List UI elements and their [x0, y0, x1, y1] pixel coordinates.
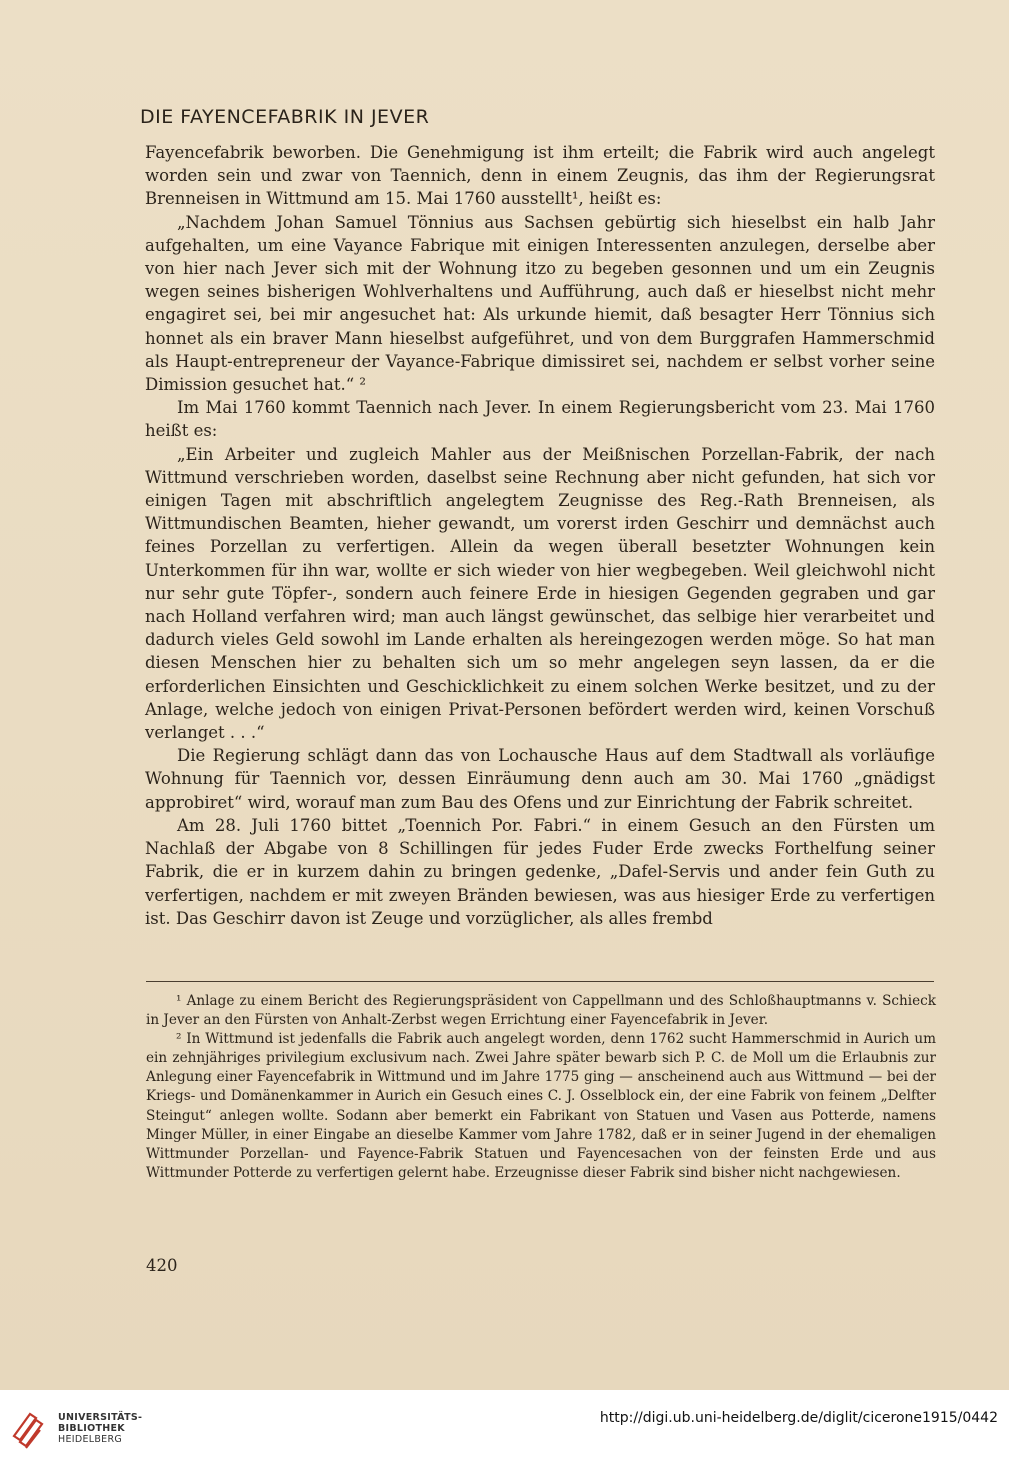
- paragraph: „Nachdem Johan Samuel Tönnius aus Sachsen gebürtig sich hieselbst ein halb Jahr aufgehalten, um eine Vayance Fabrique mit einigen Interessenten anzulegen, derselbe aber von hier nach Jever sich mit der Wohnung itzo zu begeben gesonnen und um ein Zeugnis wegen seines bisherigen Wohlverhaltens und Aufführung, auch daß er hieselbst nicht mehr engagiret sei, bei mir angesuchet hat: Als urkunde hiemit, daß besagter Herr Tönnius sich honnet als ein braver Mann hieselbst aufgeführet, und von dem Burggrafen Hammerschmid als Haupt-entrepreneur der Vayance-Fabrique dimissiret sei, nachdem er selbst vorher seine Dimission gesuchet hat.“ ²: [145, 212, 935, 395]
- library-name-line: HEIDELBERG: [58, 1434, 123, 1445]
- footnote: ¹ Anlage zu einem Bericht des Regierungspräsident von Cappellmann und des Schloßhauptmanns v. Schieck in Jever an den Fürsten von Anhalt-Zerbst wegen Errichtung einer Fayencefabrik in Jever.: [146, 993, 936, 1029]
- running-head: DIE FAYENCEFABRIK IN JEVER: [140, 106, 430, 128]
- page-number: 420: [146, 1256, 178, 1275]
- permalink-url[interactable]: http://digi.ub.uni-heidelberg.de/diglit/cicerone1915/0442: [599, 1410, 998, 1426]
- footnote: ² In Wittmund ist jedenfalls die Fabrik auch angelegt worden, denn 1762 sucht Hammerschmid in Aurich um ein zehnjähriges privilegium exclusivum nach. Zwei Jahre später bewarb sich P. C. de Moll um die Erlaubnis zur Anlegung einer Fayencefabrik in Wittmund und im Jahre 1775 ging — anscheinend auch aus Wittmund — bei der Kriegs- und Domänenkammer in Aurich ein Gesuch eines C. J. Osselblock ein, der eine Fabrik von feinem „Delfter Steingut“ anlegen wollte. Sodann aber bemerkt ein Fabrikant von Statuen und Vasen aus Potterde, namens Minger Müller, in einer Eingabe an dieselbe Kammer vom Jahre 1782, daß er in seiner Jugend in der ehemaligen Wittmunder Porzellan- und Fayence-Fabrik Statuen und Fayencesachen von der feinsten Erde und aus Wittmunder Potterde zu verfertigen gelernt habe. Erzeugnisse dieser Fabrik sind bisher nicht nachgewiesen.: [146, 1031, 936, 1181]
- library-name: [58, 1412, 142, 1445]
- library-name-line: BIBLIOTHEK: [58, 1423, 125, 1434]
- paragraph: Die Regierung schlägt dann das von Lochausche Haus auf dem Stadtwall als vorläufige Wohnung für Taennich vor, dessen Einräumung denn auch am 30. Mai 1760 „gnädigst approbiret“ wird, worauf man zum Bau des Ofens und zur Einrichtung der Fabrik schreitet.: [145, 746, 935, 812]
- footnote-divider: [146, 981, 934, 982]
- library-logo-icon: [10, 1408, 50, 1454]
- viewer-footer: [0, 1390, 1009, 1469]
- library-name-line: UNIVERSITÄTS-: [58, 1412, 143, 1423]
- paragraph: Fayencefabrik beworben. Die Genehmigung ist ihm erteilt; die Fabrik wird auch angelegt worden sein und zwar von Taennich, denn in einem Zeugnis, das ihm der Regierungsrat Brenneisen in Wittmund am 15. Mai 1760 ausstellt¹, heißt es:: [145, 143, 935, 209]
- footnotes: [146, 992, 936, 1183]
- body-text: [145, 141, 935, 930]
- paragraph: Am 28. Juli 1760 bittet „Toennich Por. Fabri.“ in einem Gesuch an den Fürsten um Nachlaß der Abgabe von 8 Schillingen für jedes Fuder Erde zwecks Forthelfung seiner Fabrik, die er in kurzem dahin zu bringen gedenke, „Dafel-Servis und ander fein Guth zu verfertigen, nachdem er mit zweyen Bränden bewiesen, was aus hiesiger Erde zu verfertigen ist. Das Geschirr davon ist Zeuge und vorzüglicher, als alles frembd: [145, 815, 935, 928]
- paragraph: „Ein Arbeiter und zugleich Mahler aus der Meißnischen Porzellan-Fabrik, der nach Wittmund verschrieben worden, daselbst seine Rechnung aber nicht gefunden, hat sich vor einigen Tagen mit abschriftlich angelegtem Zeugnisse des Reg.-Rath Brenneisen, als Wittmundischen Beamten, hieher gewandt, um vorerst irden Geschirr und demnächst auch feines Porzellan zu verfertigen. Allein da wegen überall besetzter Wohnungen kein Unterkommen für ihn war, wollte er sich wieder von hier wegbegeben. Weil gleichwohl nicht nur sehr gute Töpfer-, sondern auch feinere Erde in hiesigen Gegenden gegraben und gar nach Holland verfahren wird; man auch längst gewünschet, das selbige hier verarbeitet und dadurch vieles Geld sowohl im Lande erhalten als hereingezogen werden möge. So hat man diesen Menschen hier zu behalten sich um so mehr angelegen seyn lassen, da er die erforderlichen Einsichten und Geschicklichkeit zu einem solchen Werke besitzet, und zu der Anlage, welche jedoch von einigen Privat-Personen befördert werden wird, keinen Vorschuß verlanget . . .“: [145, 444, 935, 743]
- paragraph: Im Mai 1760 kommt Taennich nach Jever. In einem Regierungsbericht vom 23. Mai 1760 heißt es:: [145, 398, 935, 441]
